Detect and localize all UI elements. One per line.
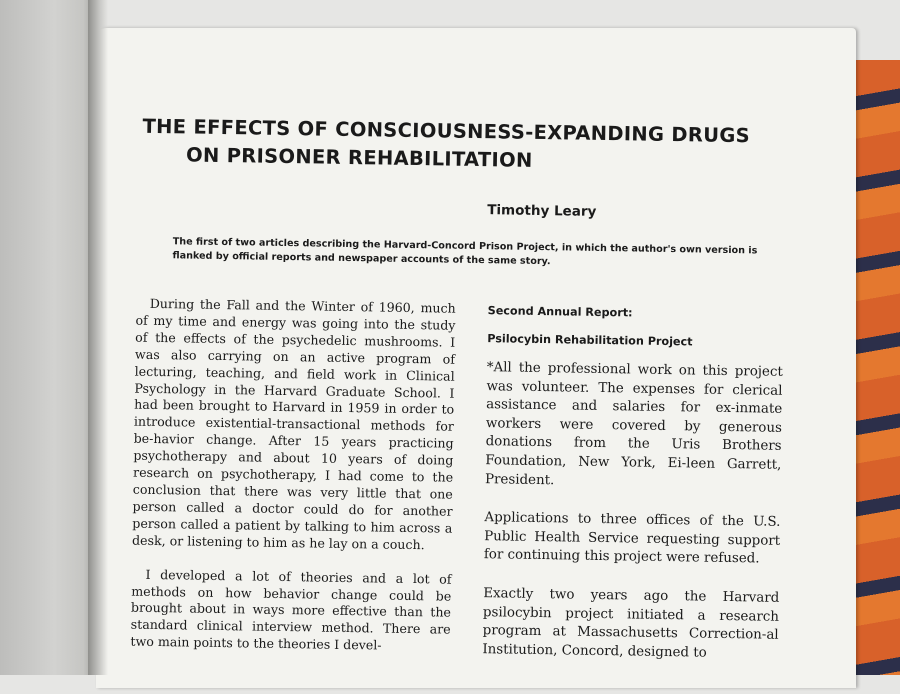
left-column (130, 296, 456, 673)
body-paragraph: Applications to three offices of the U.S. Public Health Service requesting support for continuing this project were refused. (483, 510, 781, 567)
article-title (142, 113, 763, 179)
title-line-2: ON PRISONER REHABILITATION (185, 143, 533, 172)
body-paragraph: During the Fall and the Winter of 1960, much of my time and energy was going into the study of the effects of the psychedelic mushrooms. I was also carrying on an active program of lecturing, teaching, and field work in Clinical Psychology in the Harvard Graduate School. I had been brought to Harvard in 1959 in order to introduce existential-transactional methods for be-havior change. After 15 years practicing psychotherapy and about 10 years of doing research on psychotherapy, I had come to the conclusion that there was very little that one person called a doctor could do for another person called a patient by talking to him across a desk, or listening to him as he lay on a couch. (131, 295, 456, 552)
body-paragraph: Exactly two years ago the Harvard psilocybin project initiated a research program at Massachusetts Correction-al Institution, Concord, designed to (482, 586, 780, 661)
right-column (482, 303, 784, 684)
report-subheading: Psilocybin Rehabilitation Project (487, 332, 693, 349)
article-subtitle: The first of two articles describing the Harvard-Concord Prison Project, in which the author's own version is flanked by official reports and newspaper accounts of the same story. (172, 236, 758, 268)
book-page (96, 28, 856, 688)
body-paragraph: I developed a lot of theories and a lot of methods on how behavior change could be brought about in ways more effective than the standard clinical interview method. There are two main points to the theories I devel- (130, 566, 452, 653)
report-heading: Second Annual Report: (487, 304, 633, 320)
book-gutter-shadow (88, 0, 108, 675)
author-name: Timothy Leary (487, 202, 597, 220)
page-content (90, 22, 860, 694)
facing-page (0, 0, 98, 675)
body-paragraph: *All the professional work on this project was volunteer. The expenses for clerical assistance and salaries for ex-inmate workers were covered by generous donations from the Uris Brothers Foundation, New York, Ei-leen Garrett, President. (484, 360, 783, 488)
title-line-1: THE EFFECTS OF CONSCIOUSNESS-EXPANDING DRUGS (142, 114, 751, 148)
